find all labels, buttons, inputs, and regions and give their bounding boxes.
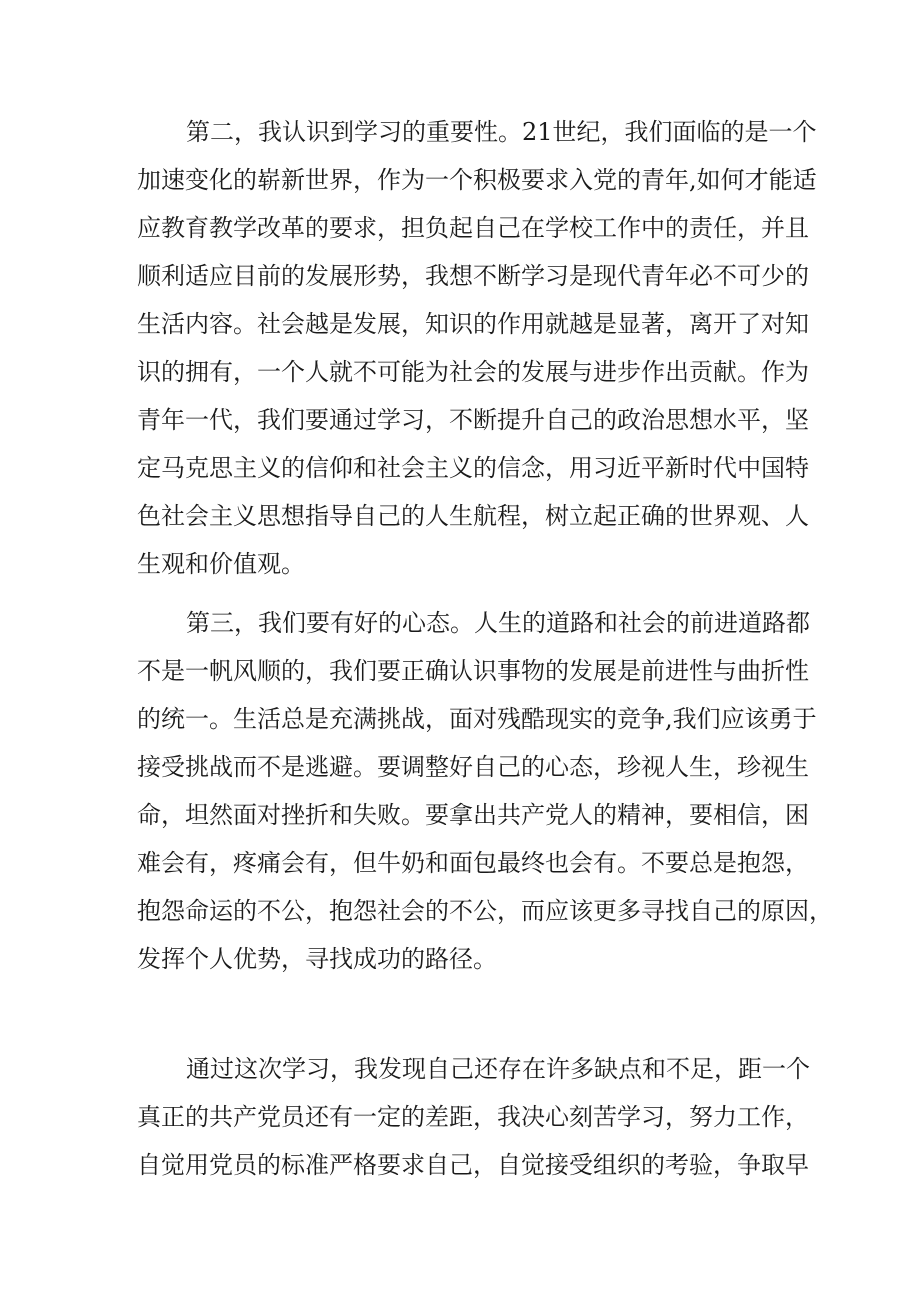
text-line: 顺利适应目前的发展形势，我想不断学习是现代青年必不可少的 [137, 262, 809, 290]
text-line: 发挥个人优势，寻找成功的路径。 [137, 945, 497, 973]
text-line: 命，坦然面对挫折和失败。要拿出共产党人的精神，要相信，困 [137, 801, 809, 829]
text-line: 生观和价值观。 [137, 550, 305, 578]
text-line: 真正的共产党员还有一定的差距，我决心刻苦学习，努力工作， [137, 1103, 809, 1131]
paragraph-conclusion [137, 1045, 810, 1189]
text-line: 抱怨命运的不公，抱怨社会的不公，而应该更多寻找自己的原因， [137, 897, 833, 925]
text-line: 加速变化的崭新世界，作为一个积极要求入党的青年,如何才能适 [137, 166, 817, 194]
text-line: 接受挑战而不是逃避。要调整好自己的心态，珍视人生，珍视生 [137, 753, 809, 781]
text-line: 的统一。生活总是充满挑战，面对残酷现实的竞争,我们应该勇于 [137, 705, 817, 733]
text-line: 识的拥有，一个人就不可能为社会的发展与进步作出贡献。作为 [137, 358, 809, 386]
paragraph-third-point [137, 599, 833, 983]
paragraph-second-point [137, 108, 817, 588]
text-line: 难会有，疼痛会有，但牛奶和面包最终也会有。不要总是抱怨， [137, 849, 809, 877]
text-line: 第二，我认识到学习的重要性。21世纪，我们面临的是一个 [186, 118, 817, 146]
text-line: 应教育教学改革的要求，担负起自己在学校工作中的责任，并且 [137, 214, 809, 242]
text-line: 通过这次学习，我发现自己还存在许多缺点和不足，距一个 [186, 1055, 810, 1083]
text-line: 生活内容。社会越是发展，知识的作用就越是显著，离开了对知 [137, 310, 809, 338]
text-line: 自觉用党员的标准严格要求自己，自觉接受组织的考验，争取早 [137, 1151, 809, 1179]
text-line: 定马克思主义的信仰和社会主义的信念，用习近平新时代中国特 [137, 454, 809, 482]
text-line: 色社会主义思想指导自己的人生航程，树立起正确的世界观、人 [137, 502, 809, 530]
text-line: 青年一代，我们要通过学习，不断提升自己的政治思想水平，坚 [137, 406, 809, 434]
text-line: 不是一帆风顺的，我们要正确认识事物的发展是前进性与曲折性 [137, 657, 809, 685]
text-line: 第三，我们要有好的心态。人生的道路和社会的前进道路都 [186, 609, 810, 637]
